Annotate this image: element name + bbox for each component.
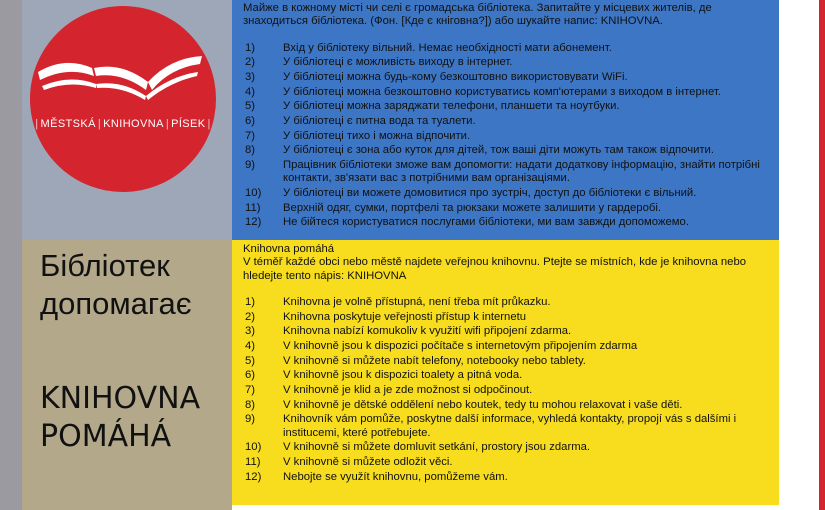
- list-item-text: V knihovně jsou k dispozici toalety a pitná voda.: [283, 369, 523, 382]
- list-item-number: 1): [245, 295, 256, 308]
- list-item: [243, 384, 771, 397]
- list-item-number: 10): [245, 187, 262, 200]
- list-item: [243, 413, 771, 440]
- list-item-number: 3): [245, 70, 256, 83]
- list-item: [243, 456, 771, 469]
- list-item: [243, 115, 768, 128]
- list-item: [243, 340, 771, 353]
- list-item: [243, 71, 768, 84]
- list-item-number: 4): [245, 85, 256, 98]
- list-item: [243, 202, 768, 215]
- list-item-number: 5): [245, 100, 256, 113]
- list-item-text: V knihovně si můžete odložit věci.: [283, 456, 453, 469]
- list-item-text: У бібліотеці є зона або куток для дітей, тож ваші діти можуть там також відпочити.: [283, 144, 715, 157]
- czech-title: KNIHOVNA POMÁHÁ: [40, 381, 201, 454]
- list-item: [243, 56, 768, 69]
- list-item: [243, 187, 768, 200]
- list-item-text: Не бійтеся користуватися послугами бібліотеки, ми вам завжди допоможемо.: [283, 216, 689, 229]
- list-item: [243, 216, 768, 229]
- list-item: [243, 399, 771, 412]
- list-item-number: 8): [245, 398, 256, 411]
- list-item-text: У бібліотеці можна будь-кому безкоштовно використовувати WiFi.: [283, 70, 628, 83]
- list-item-number: 3): [245, 325, 256, 338]
- list-item: [243, 471, 771, 484]
- list-item-number: 4): [245, 339, 256, 352]
- czech-section: [243, 243, 771, 485]
- list-item-text: У бібліотеці можна безкоштовно користуватись комп'ютерами з виходом в інтернет.: [283, 85, 721, 98]
- list-item-text: Працівник бібліотеки зможе вам допомогти: надати додаткову інформацію, знайти потрібні контакти, зв'язати вас з потрібними вам організаціями.: [283, 159, 760, 185]
- logo-wordmark: | MĚSTSKÁ | KNIHOVNA | PÍSEK |: [35, 118, 211, 130]
- list-item-text: Вхід у бібліотеку вільний. Немає необхідності мати абонемент.: [283, 41, 612, 54]
- list-item: [243, 355, 771, 368]
- list-item-text: Knihovna je volně přístupná, není třeba mít průkazku.: [283, 295, 551, 308]
- list-item-number: 9): [245, 413, 256, 426]
- list-item-text: У бібліотеці тихо і можна відпочити.: [283, 129, 471, 142]
- list-item-text: У бібліотеці є питна вода та туалети.: [283, 115, 476, 128]
- list-item: [243, 369, 771, 382]
- list-item-text: У бібліотеці ви можете домовитися про зустріч, доступ до бібліотеки є вільний.: [283, 187, 697, 200]
- logo-word-knihovna: KNIHOVNA: [103, 118, 164, 130]
- list-item-text: У бібліотеці можна заряджати телефони, планшети та ноутбуки.: [283, 100, 620, 113]
- list-item-text: V knihovně si můžete domluvit setkání, prostory jsou zdarma.: [283, 441, 591, 454]
- open-book-icon: [30, 6, 216, 192]
- list-item: [243, 86, 768, 99]
- list-item-number: 7): [245, 129, 256, 142]
- list-item-text: Knihovna poskytuje veřejnosti přístup k internetu: [283, 310, 527, 323]
- list-item-text: У бібліотеці є можливість виходу в інтернет.: [283, 56, 513, 69]
- list-item-number: 1): [245, 41, 256, 54]
- list-item-number: 11): [245, 456, 261, 469]
- czech-heading: Knihovna pomáhá: [243, 243, 335, 255]
- library-logo: [30, 6, 216, 192]
- list-item-text: V knihovně je dětské oddělení nebo koutek, tedy tu mohou relaxovat i vaše děti.: [283, 398, 683, 411]
- red-edge: [819, 0, 825, 510]
- list-item-text: Верхній одяг, сумки, портфелі та рюкзаки можете залишити у гардеробі.: [283, 201, 661, 214]
- list-item-number: 6): [245, 115, 256, 128]
- list-item-number: 12): [245, 470, 262, 483]
- list-item-number: 2): [245, 56, 256, 69]
- list-item-number: 7): [245, 384, 256, 397]
- logo-word-mestska: MĚSTSKÁ: [40, 118, 96, 130]
- list-item-number: 5): [245, 354, 256, 367]
- list-item-text: V knihovně jsou k dispozici počítače s internetovým připojením zdarma: [283, 339, 638, 352]
- list-item: [243, 144, 768, 157]
- list-item-number: 6): [245, 369, 256, 382]
- list-item: [243, 100, 768, 113]
- ukrainian-list: [243, 42, 768, 230]
- list-item: [243, 42, 768, 55]
- logo-word-pisek: PÍSEK: [171, 118, 206, 130]
- list-item: [243, 130, 768, 143]
- list-item-text: Nebojte se využít knihovnu, pomůžeme vám.: [283, 470, 508, 483]
- ukrainian-intro: Майже в кожному місті чи селі є громадська бібліотека. Запитайте у місцевих жителів, де знаходиться бібліотека. (Фон. [Кде є кніговна?]) або шукайте напис: KNIHOVNA.: [243, 2, 712, 28]
- list-item-text: V knihovně je klid a je zde možnost si odpočinout.: [283, 384, 533, 397]
- list-item: [243, 325, 771, 338]
- ukrainian-section: [243, 2, 768, 231]
- czech-list: [243, 296, 771, 484]
- list-item-text: Knihovna nabízí komukoliv k využití wifi připojení zdarma.: [283, 325, 572, 338]
- list-item-number: 10): [245, 441, 262, 454]
- ukrainian-title: Бібліотек допомагає: [40, 248, 192, 321]
- list-item-text: Knihovník vám pomůže, poskytne další informace, vyhledá kontakty, propojí vás s dalšími i institucemi, které potřebujete.: [283, 413, 737, 439]
- list-item-number: 2): [245, 310, 256, 323]
- list-item: [243, 441, 771, 454]
- list-item: [243, 296, 771, 309]
- list-item-number: 11): [245, 201, 261, 214]
- czech-intro: V téměř každé obci nebo městě najdete veřejnou knihovnu. Ptejte se místních, kde je knihovna nebo hledejte tento nápis: KNIHOVNA: [243, 256, 747, 282]
- left-grey-strip: [0, 0, 22, 510]
- list-item: [243, 159, 768, 186]
- list-item-number: 9): [245, 159, 256, 172]
- list-item-number: 8): [245, 144, 256, 157]
- list-item-text: V knihovně si můžete nabít telefony, notebooky nebo tablety.: [283, 354, 586, 367]
- list-item: [243, 311, 771, 324]
- list-item-number: 12): [245, 216, 262, 229]
